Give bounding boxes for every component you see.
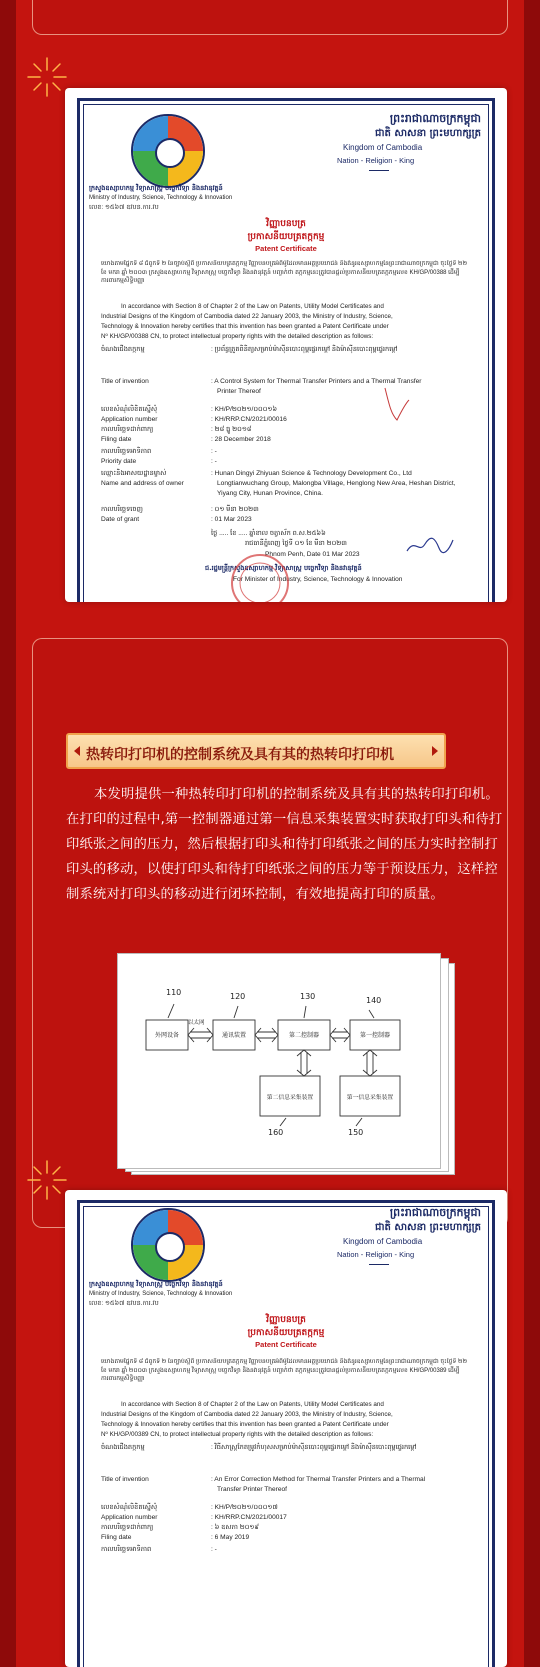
label-grant-khmer: កាលបរិច្ឆេទចេញ xyxy=(101,506,143,513)
handwritten-mark-icon xyxy=(381,384,411,424)
label-title-khmer: ចំណងជើងតក្កកម្ម xyxy=(101,346,145,353)
english-paragraph-line-4: Nº KH/GP/00389 CN, to protect intellectual property rights with the detailed description as follows: xyxy=(101,1431,374,1438)
motto-label: Nation - Religion - King xyxy=(337,156,415,165)
label-application: Application number xyxy=(101,416,158,423)
certificate-title-khmer-2: ប្រកាសនីយបត្រតក្កកម្ម xyxy=(247,1328,325,1338)
paper-stack-sheet-1 xyxy=(117,953,441,1169)
value-title-khmer: : វិធីសាស្ត្រកែតម្រូវកំហុសសម្រាប់ម៉ាស៊ីនបោះពុម្ពផ្ទេរកម្ដៅ និងម៉ាស៊ីនបោះពុម្ពផ្ទេរកម្ដៅ xyxy=(211,1444,417,1451)
value-filing: : 6 May 2019 xyxy=(211,1534,250,1541)
reference-number: លេខ: ១៥៦៧ ឧវបន.ការ.វប xyxy=(89,204,159,211)
label-filing: Filing date xyxy=(101,1534,132,1541)
value-owner-line-1: : Hunan Dingyi Zhiyuan Science & Technology Development Co., Ltd xyxy=(211,470,412,477)
certificate-title-khmer-2: ប្រកាសនីយបត្រតក្កកម្ម xyxy=(247,232,325,242)
label-filing-khmer: កាលបរិច្ឆេទដាក់ពាក្យ xyxy=(101,426,154,433)
khmer-kingdom-heading: ព្រះរាជាណាចក្រកម្ពុជា xyxy=(389,1206,481,1219)
page-background xyxy=(16,0,524,1667)
khmer-kingdom-heading: ព្រះរាជាណាចក្រកម្ពុជា xyxy=(389,112,481,125)
value-grant: : 01 Mar 2023 xyxy=(211,516,252,523)
label-priority-khmer: កាលបរិច្ឆេទអាទិភាព xyxy=(101,1546,152,1553)
block-second-info-collector: 第二信息采集装置 xyxy=(266,1095,314,1101)
value-title: : A Control System for Thermal Transfer Printers and a Thermal Transfer xyxy=(211,378,422,385)
label-owner-khmer: ឈ្មោះនិងអាសយដ្ឋានម្ចាស់ xyxy=(101,470,167,477)
khmer-paragraph: យោងតាមផ្នែកទី ៨ ជំពូកទី ២ នៃច្បាប់ស្តីពី ប្រកាសនីយបត្រតក្កកម្ម វិញ្ញាបនបត្រអំពីម៉ូដែលមានអត្ថប្រយោជន៍ និងគំនូរឧស្សាហកម្មនៃព្រះរាជាណាចក្រកម្ពុជា ចុះថ្ងៃទី ២២ ខែ មករា ឆ្នាំ ២០០៣ ក្រសួងឧស្សាហកម្ម វិទ្យាសាស្ត្រ បច្ចេកវិទ្យា និងនវានុវត្តន៍ បញ្ជាក់ថា តក្កកម្មនេះត្រូវបានផ្តល់ប្រកាសនីយបត្រតក្កកម្មលេខ KH/GP/00388 ដើម្បីការពារកម្មសិទ្ធិបញ្ញា xyxy=(101,261,468,284)
value-priority: : - xyxy=(211,448,217,455)
english-paragraph-line-1: In accordance with Section 8 of Chapter 2 of the Law on Patents, Utility Model Certificates and xyxy=(121,303,384,310)
patent-certificate-2 xyxy=(65,1190,507,1667)
kingdom-label: Kingdom of Cambodia xyxy=(343,1237,423,1246)
block-first-controller: 第一控制器 xyxy=(359,1032,390,1039)
value-owner-line-3: Yiyang City, Hunan Province, China. xyxy=(217,490,323,497)
ministry-label: Ministry of Industry, Science, Technology & Innovation xyxy=(89,1291,233,1297)
certificate-title: Patent Certificate xyxy=(255,244,317,253)
value-grant-khmer: : ០១ មីនា ២០២៣ xyxy=(211,506,259,513)
motto-label: Nation - Religion - King xyxy=(337,1250,415,1259)
block-first-info-collector: 第一信息采集装置 xyxy=(346,1095,394,1101)
block-external-device: 外网设备 xyxy=(154,1032,179,1039)
label-160: 160 xyxy=(268,1128,284,1137)
arrow-left-icon xyxy=(74,746,80,756)
signature-icon xyxy=(405,536,455,556)
sparkle-icon xyxy=(24,54,70,100)
arrow-right-icon xyxy=(432,746,438,756)
signature-date: Phnom Penh, Date 01 Mar 2023 xyxy=(265,551,360,558)
english-paragraph-line-2: Industrial Designs of the Kingdom of Cambodia dated 22 January 2003, the Ministry of Industry, Science, xyxy=(101,1411,393,1418)
value-filing-khmer: : ៦ ឧសភា ២០១៩ xyxy=(211,1524,260,1531)
label-120: 120 xyxy=(230,992,246,1001)
invention-title-bar xyxy=(66,733,446,769)
label-title: Title of invention xyxy=(101,378,149,385)
coat-of-arms-seal-icon xyxy=(131,114,205,188)
value-application: : KH/RRP.CN/2021/00017 xyxy=(211,1514,287,1521)
english-paragraph-line-1: In accordance with Section 8 of Chapter 2 of the Law on Patents, Utility Model Certificates and xyxy=(121,1401,384,1408)
value-title-line-2: Transfer Printer Thereof xyxy=(217,1486,287,1493)
label-application: Application number xyxy=(101,1514,158,1521)
certificate-title: Patent Certificate xyxy=(255,1340,317,1349)
value-application: : KH/RRP.CN/2021/00016 xyxy=(211,416,287,423)
label-140: 140 xyxy=(366,996,382,1005)
sparkle-icon-2 xyxy=(24,1157,70,1203)
label-ethernet: 以太网 xyxy=(188,1020,205,1026)
ministry-label: Ministry of Industry, Science, Technology & Innovation xyxy=(89,195,233,201)
english-paragraph-line-3: Technology & Innovation hereby certifies that this invention has been granted a Patent Certificate under xyxy=(101,323,389,330)
label-application-khmer: លេខសំណុំលិខិតស្នើសុំ xyxy=(101,1504,158,1511)
signature-organization: For Minister of Industry, Science, Technology & Innovation xyxy=(233,576,403,583)
top-content-panel xyxy=(32,0,508,35)
block-second-controller: 第二控制器 xyxy=(288,1032,319,1039)
label-title-khmer: ចំណងជើងតក្កកម្ម xyxy=(101,1444,145,1451)
system-block-diagram xyxy=(117,953,456,1175)
invention-description: 本发明提供一种热转印打印机的控制系统及具有其的热转印打印机。在打印的过程中,第一控制器通过第一信息采集装置实时获取打印头和待打印纸张之间的压力，然后根据打印头和待打印纸张之间的压力实时控制打印头的移动，以使打印头和待打印纸张之间的压力等于预设压力，这样控制系统对打印头的移动进行闭环控制，有效地提高打印的质量。 xyxy=(66,787,503,902)
label-filing: Filing date xyxy=(101,436,132,443)
label-filing-khmer: កាលបរិច្ឆេទដាក់ពាក្យ xyxy=(101,1524,154,1531)
motto-rule xyxy=(369,170,389,171)
value-priority: : - xyxy=(211,1546,217,1553)
label-priority: Priority date xyxy=(101,458,137,465)
signature-date-khmer: ថ្ងៃ ..... ខែ ..... ឆ្នាំខាល ចត្វាស័ក ព.ស.២៥៦៦ xyxy=(211,530,326,537)
invention-title: 热转印打印机的控制系统及具有其的热转印打印机 xyxy=(86,747,394,763)
reference-number: លេខ: ១៥៦៧ ឧវបន.ការ.វប xyxy=(89,1300,159,1307)
block-communication-device: 通讯装置 xyxy=(221,1032,246,1039)
label-title: Title of invention xyxy=(101,1476,149,1483)
label-130: 130 xyxy=(300,992,316,1001)
value-application-khmer: : KH/P/២០២១/០០០១៦ xyxy=(211,406,278,413)
signature-date-khmer-2: រាជធានីភ្នំពេញ ថ្ងៃទី ០១ ខែ មីនា ២០២៣ xyxy=(245,540,347,547)
value-filing: : 28 December 2018 xyxy=(211,436,271,443)
khmer-paragraph: យោងតាមផ្នែកទី ៨ ជំពូកទី ២ នៃច្បាប់ស្តីពី ប្រកាសនីយបត្រតក្កកម្ម វិញ្ញាបនបត្រអំពីម៉ូដែលមានអត្ថប្រយោជន៍ និងគំនូរឧស្សាហកម្មនៃព្រះរាជាណាចក្រកម្ពុជា ចុះថ្ងៃទី ២២ ខែ មករា ឆ្នាំ ២០០៣ ក្រសួងឧស្សាហកម្ម វិទ្យាសាស្ត្រ បច្ចេកវិទ្យា និងនវានុវត្តន៍ បញ្ជាក់ថា តក្កកម្មនេះត្រូវបានផ្តល់ប្រកាសនីយបត្រតក្កកម្មលេខ KH/GP/00389 ដើម្បីការពារកម្មសិទ្ធិបញ្ញា xyxy=(101,1359,468,1382)
ministry-khmer: ក្រសួងឧស្សាហកម្ម វិទ្យាសាស្ត្រ បច្ចេកវិទ្យា និងនវានុវត្តន៍ xyxy=(89,184,223,192)
coat-of-arms-seal-icon xyxy=(131,1208,205,1282)
certificate-title-khmer-1: វិញ្ញាបនបត្រ xyxy=(266,219,306,229)
kingdom-label: Kingdom of Cambodia xyxy=(343,143,423,152)
value-filing-khmer: : ២៨ ធ្នូ ២០១៨ xyxy=(211,426,252,433)
khmer-motto: ជាតិ សាសនា ព្រះមហាក្សត្រ xyxy=(375,128,481,139)
label-150: 150 xyxy=(348,1128,364,1137)
label-priority-khmer: កាលបរិច្ឆេទអាទិភាព xyxy=(101,448,152,455)
value-priority-2: : - xyxy=(211,458,217,465)
motto-rule xyxy=(369,1264,389,1265)
certificate-title-khmer-1: វិញ្ញាបនបត្រ xyxy=(266,1315,306,1325)
signature-organization-khmer: ជ.រដ្ឋមន្ត្រីក្រសួងឧស្សាហកម្ម វិទ្យាសាស្ត្រ បច្ចេកវិទ្យា និងនវានុវត្តន៍ xyxy=(205,564,362,572)
value-application-khmer: : KH/P/២០២១/០០០១៧ xyxy=(211,1504,278,1511)
value-owner-line-2: Longtianwuchang Group, Malongba Village, Henglong New Area, Heshan District, xyxy=(217,480,456,487)
english-paragraph-line-4: Nº KH/GP/00388 CN, to protect intellectual property rights with the detailed description as follows: xyxy=(101,333,374,340)
label-grant: Date of grant xyxy=(101,516,140,523)
khmer-motto: ជាតិ សាសនា ព្រះមហាក្សត្រ xyxy=(375,1222,481,1233)
english-paragraph-line-3: Technology & Innovation hereby certifies that this invention has been granted a Patent Certificate under xyxy=(101,1421,389,1428)
label-110: 110 xyxy=(166,988,182,997)
ministry-khmer: ក្រសួងឧស្សាហកម្ម វិទ្យាសាស្ត្រ បច្ចេកវិទ្យា និងនវានុវត្តន៍ xyxy=(89,1280,223,1288)
official-stamp-icon xyxy=(225,548,295,602)
english-paragraph-line-2: Industrial Designs of the Kingdom of Cambodia dated 22 January 2003, the Ministry of Industry, Science, xyxy=(101,313,393,320)
value-title: : An Error Correction Method for Thermal Transfer Printers and a Thermal xyxy=(211,1476,426,1483)
label-application-khmer: លេខសំណុំលិខិតស្នើសុំ xyxy=(101,406,158,413)
label-owner: Name and address of owner xyxy=(101,480,184,487)
value-title-line-2: Printer Thereof xyxy=(217,388,261,395)
patent-certificate-1 xyxy=(65,88,507,602)
value-title-khmer: : ប្រព័ន្ធត្រួតពិនិត្យសម្រាប់ម៉ាស៊ីនបោះពុម្ពផ្ទេរកម្ដៅ និងម៉ាស៊ីនបោះពុម្ពផ្ទេរកម្ដៅ xyxy=(211,346,398,353)
